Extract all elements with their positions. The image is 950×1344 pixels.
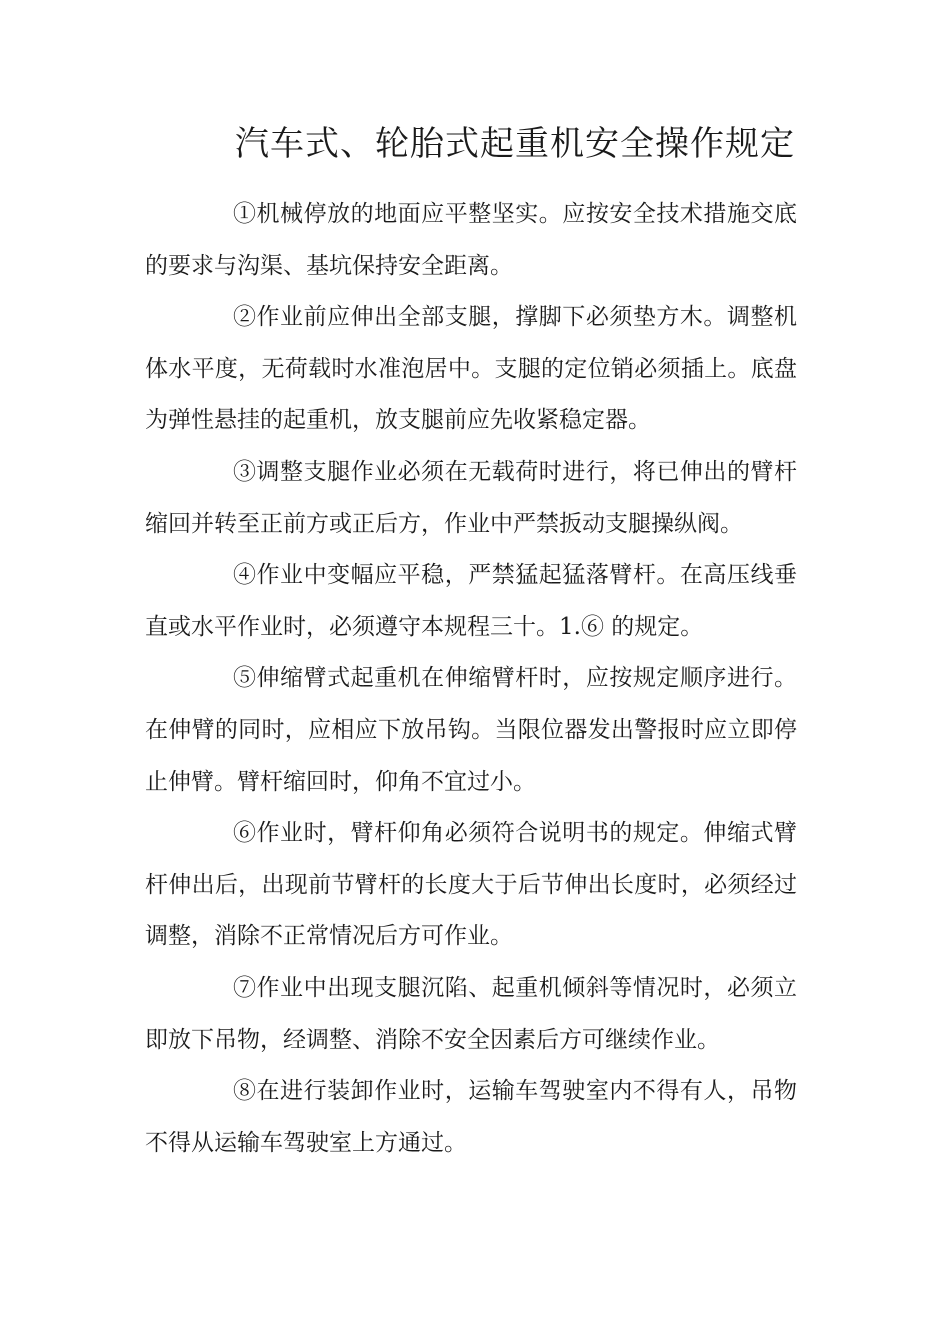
paragraph-8: ⑧在进行装卸作业时，运输车驾驶室内不得有人，吊物不得从运输车驾驶室上方通过。 [145, 1078, 797, 1156]
document-title: 汽车式、轮胎式起重机安全操作规定 [235, 124, 795, 164]
paragraph-5: ⑤伸缩臂式起重机在伸缩臂杆时，应按规定顺序进行。在伸臂的同时，应相应下放吊钩。当限位器发出警报时应立即停止伸臂。臂杆缩回时，仰角不宜过小。 [145, 665, 797, 795]
paragraph-1: ①机械停放的地面应平整坚实。应按安全技术措施交底的要求与沟渠、基坑保持安全距离。 [145, 201, 797, 279]
paragraph-7: ⑦作业中出现支腿沉陷、起重机倾斜等情况时，必须立即放下吊物，经调整、消除不安全因素后方可继续作业。 [145, 974, 797, 1053]
document-body [145, 189, 797, 1169]
paragraph-2: ②作业前应伸出全部支腿，撑脚下必须垫方木。调整机体水平度，无荷载时水准泡居中。支腿的定位销必须插上。底盘为弹性悬挂的起重机，放支腿前应先收紧稳定器。 [145, 304, 797, 434]
paragraph-4: ④作业中变幅应平稳，严禁猛起猛落臂杆。在高压线垂直或水平作业时，必须遵守本规程三十。1.⑥ 的规定。 [145, 562, 797, 640]
paragraph-3: ③调整支腿作业必须在无载荷时进行，将已伸出的臂杆缩回并转至正前方或正后方，作业中严禁扳动支腿操纵阀。 [145, 458, 797, 537]
paragraph-6: ⑥作业时，臂杆仰角必须符合说明书的规定。伸缩式臂杆伸出后，出现前节臂杆的长度大于后节伸出长度时，必须经过调整，消除不正常情况后方可作业。 [145, 820, 797, 950]
